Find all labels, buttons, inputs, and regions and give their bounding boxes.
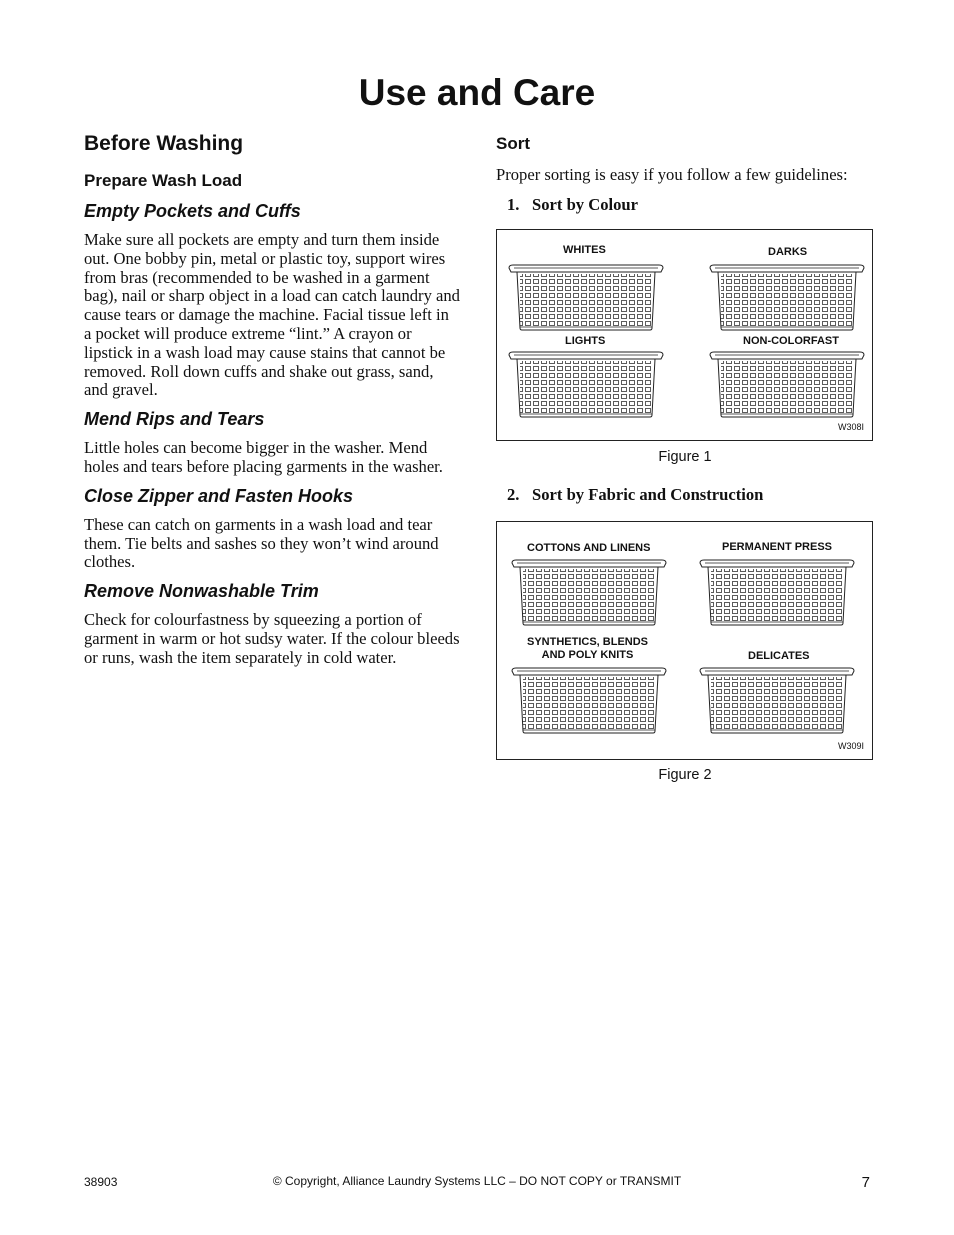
step-label: Sort by Fabric and Construction [532,484,764,504]
topic-heading-trim: Remove Nonwashable Trim [84,581,319,602]
right-column [496,134,874,783]
bin-label-whites: WHITES [563,243,606,256]
topic-text-zipper: These can catch on garments in a wash load and tear them. Tie belts and sashes so they won’t wind around clothes. [84,514,439,572]
doc-number: 38903 [84,1175,118,1189]
laundry-basket-icon [508,264,664,332]
left-column [84,132,460,668]
topic-text-pockets: Make sure all pockets are empty and turn them inside out. One bobby pin, metal or plastic toy, support wires from bras (recommended to be washed in a garment bag), nail or sharp object in a load can catch laundry and cause tears or damage the machine. Facial tissue left in a pocket will produce extreme “lint.” A crayon or lipstick in a wash load may cause stains that cannot be removed. Roll down cuffs and shake out grass, sand, and gravel. [84,230,460,400]
laundry-basket-icon [709,351,865,419]
figure-1-caption: Figure 1 [658,448,712,465]
step-label: Sort by Colour [532,194,639,214]
sort-step-2 [496,485,874,505]
topic-heading-zipper: Close Zipper and Fasten Hooks [84,485,354,506]
page-number: 7 [861,1174,870,1191]
figure-2-caption: Figure 2 [658,766,712,783]
bin-label-line: AND POLY KNITS [541,648,634,661]
topic-heading-mend: Mend Rips and Tears [84,409,265,430]
sort-step-1 [496,195,874,215]
laundry-basket-icon [511,667,667,735]
figure-2 [496,521,873,760]
laundry-basket-icon [508,351,664,419]
step-number: 2. [507,484,520,504]
bin-label-lights: LIGHTS [565,334,606,347]
bin-label-line: SYNTHETICS, BLENDS [527,635,649,648]
topic-heading-pockets: Empty Pockets and Cuffs [84,201,301,221]
bin-label-darks: DARKS [768,245,808,258]
sort-heading: Sort [496,134,530,153]
figure-code: W309I [837,740,864,751]
laundry-basket-icon [709,264,865,332]
figure-code: W308I [837,421,864,432]
laundry-basket-icon [511,559,667,627]
page-title: Use and Care [358,72,596,113]
bin-label-synthetics [527,636,648,662]
laundry-basket-icon [699,559,855,627]
figure-1 [496,229,873,441]
bin-label-delicates: DELICATES [748,649,810,662]
laundry-basket-icon [699,667,855,735]
subsection-title: Prepare Wash Load [84,171,243,190]
section-title: Before Washing [84,132,244,155]
topic-text-mend: Little holes can become bigger in the washer. Mend holes and tears before placing garments in the washer. [84,438,443,476]
sort-intro: Proper sorting is easy if you follow a few guidelines: [496,165,848,184]
step-number: 1. [507,194,520,214]
topic-text-trim: Check for colourfastness by squeezing a portion of garment in warm or hot sudsy water. If the colour bleeds or runs, wash the item separately in cold water. [84,610,460,667]
copyright-notice: © Copyright, Alliance Laundry Systems LLC – DO NOT COPY or TRANSMIT [272,1174,682,1188]
bin-label-permanent-press: PERMANENT PRESS [722,540,833,553]
bin-label-non-colorfast: NON-COLORFAST [743,334,839,347]
bin-label-cottons: COTTONS AND LINENS [527,541,651,554]
